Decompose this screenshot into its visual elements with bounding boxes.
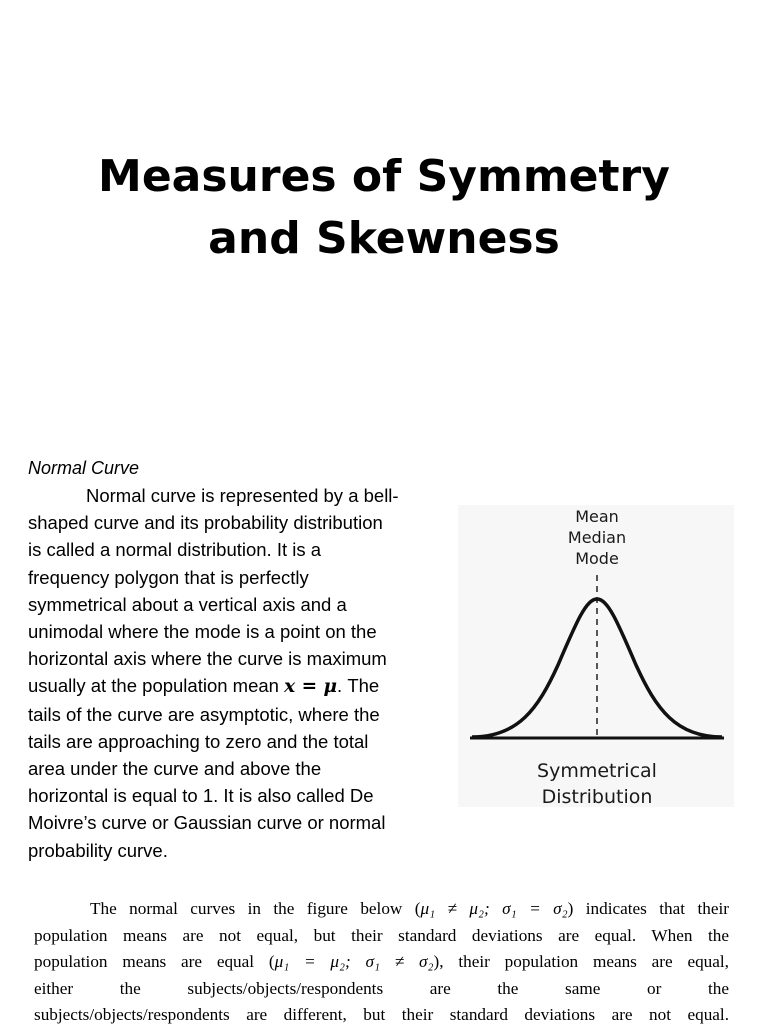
paragraph-line: is called a normal distribution. It is a (28, 539, 322, 561)
paragraph-text: usually at the population mean (28, 675, 279, 697)
paragraph-line (34, 949, 729, 976)
figure-label-mean: Mean (575, 507, 619, 526)
paragraph-text: ), their population means are equal, (433, 952, 729, 972)
paragraph-line: tails are approaching to zero and the total (28, 730, 369, 752)
section-heading: Normal Curve (28, 458, 140, 478)
paragraph-line: unimodal where the mode is a point on the (28, 621, 377, 643)
paragraph-line: tails of the curve are asymptotic, where the (28, 703, 380, 725)
paragraph-text: . The (337, 675, 380, 697)
inline-math: μ₁ ≠ μ₂; σ₁ = σ₂ (420, 899, 568, 918)
paragraph-line: horizontal is equal to 1. It is also called De (28, 785, 374, 807)
figure-caption-line-2: Distribution (541, 786, 653, 807)
paragraph-text: The normal curves in the figure below ( (90, 899, 421, 918)
equation: x = μ (284, 676, 338, 698)
paragraph-line: probability curve. (28, 839, 168, 861)
title-line-2: and Skewness (208, 213, 560, 264)
paragraph-line: area under the curve and above the (28, 758, 322, 780)
paragraph-line-equation (28, 672, 438, 700)
figure-caption-line-1: Symmetrical (537, 760, 657, 782)
paragraph-line (34, 896, 729, 923)
paragraph-line: Normal curve is represented by a bell- (86, 485, 399, 506)
symmetrical-distribution-figure (458, 505, 734, 807)
paragraph-line: frequency polygon that is perfectly (28, 566, 309, 588)
paragraph-line: horizontal axis where the curve is maximum (28, 648, 387, 670)
inline-math: μ₁ = μ₂; σ₁ ≠ σ₂ (274, 952, 434, 972)
paragraph-line: subjects/objects/respondents are different, but their standard deviations are not equal. (34, 1005, 729, 1025)
paragraph-line: shaped curve and its probability distribution (28, 512, 383, 534)
paragraph-line: symmetrical about a vertical axis and a (28, 593, 347, 615)
normal-curve-paragraph (28, 482, 438, 864)
page-title (0, 146, 768, 270)
paragraph-line: population means are not equal, but their standard deviations are equal. When the (34, 925, 729, 945)
paragraph-line: Moivre’s curve or Gaussian curve or normal (28, 812, 386, 834)
title-line-1: Measures of Symmetry (98, 151, 670, 202)
normal-curves-paragraph (34, 896, 729, 1029)
paragraph-line: either the subjects/objects/respondents are the same or the (34, 978, 729, 998)
figure-label-median: Median (567, 528, 627, 547)
paragraph-text: population means are equal ( (34, 952, 275, 972)
paragraph-text: ) indicates that their (567, 899, 729, 918)
figure-label-mode: Mode (575, 549, 619, 568)
bell-curve-diagram (458, 505, 734, 807)
